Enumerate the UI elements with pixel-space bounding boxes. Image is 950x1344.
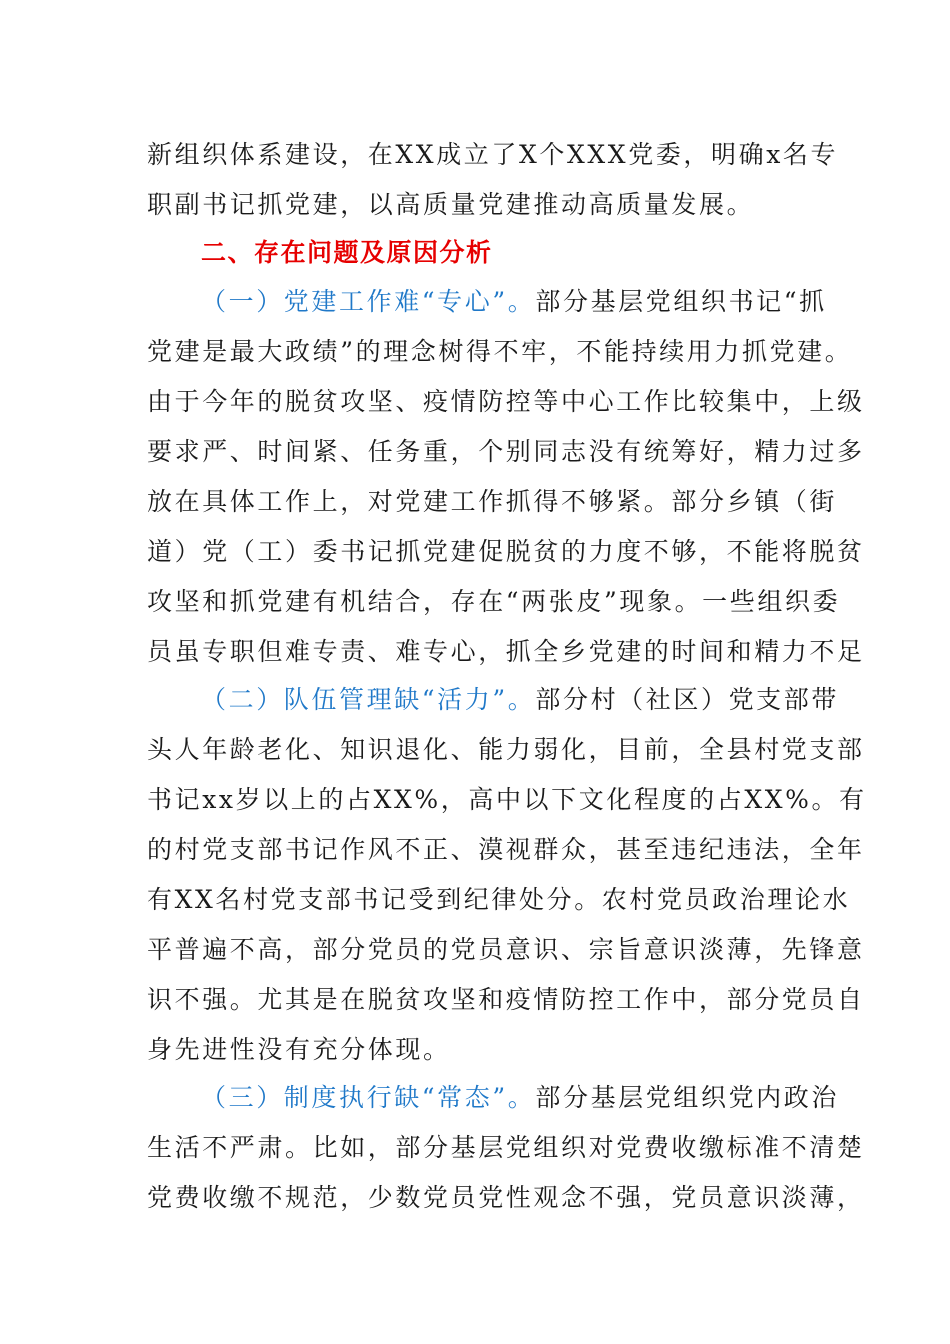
subsection-3-paragraph: [147, 1073, 865, 1223]
text-line: 新组织体系建设，在XX成立了X个XXX党委，明确x名专: [147, 140, 839, 169]
subsection-1-paragraph: [147, 277, 865, 677]
paragraph-first-line: [147, 1073, 839, 1123]
text-line: 书记xx岁以上的占XX%，高中以下文化程度的占XX%。有: [147, 785, 867, 814]
text-line: 要求严、时间紧、任务重，个别同志没有统筹好，精力过多: [147, 437, 865, 466]
text-line: 的村党支部书记作风不正、漠视群众，甚至违纪违法，全年: [147, 835, 865, 864]
text-line: 放在具体工作上，对党建工作抓得不够紧。部分乡镇（街: [147, 487, 838, 516]
paragraph-first-line: [147, 675, 839, 725]
subsection-2-lead: 部分村（社区）党支部带: [535, 685, 839, 714]
text-line: 生活不严肃。比如，部分基层党组织对党费收缴标准不清楚: [147, 1133, 865, 1162]
text-line: 员虽专职但难专责、难专心，抓全乡党建的时间和精力不足: [147, 637, 865, 666]
section-heading: 二、存在问题及原因分析: [201, 238, 493, 267]
subsection-2-title: （二）队伍管理缺“活力”。: [201, 685, 536, 714]
subsection-1-title: （一）党建工作难“专心”。: [201, 287, 536, 316]
subsection-3-title: （三）制度执行缺“常态”。: [201, 1083, 536, 1112]
subsection-1-lead: 部分基层党组织书记“抓: [535, 287, 827, 316]
subsection-2-paragraph: [147, 675, 867, 1075]
text-line: 道）党（工）委书记抓党建促脱贫的力度不够，不能将脱贫: [147, 537, 865, 566]
text-line: 有XX名村党支部书记受到纪律处分。农村党员政治理论水: [147, 885, 851, 914]
text-line: 身先进性没有充分体现。: [147, 1035, 451, 1064]
text-line: 党建是最大政绩”的理念树得不牢，不能持续用力抓党建。: [147, 337, 853, 366]
text-line: 平普遍不高，部分党员的党员意识、宗旨意识淡薄，先锋意: [147, 935, 865, 964]
section-heading-block: [147, 228, 807, 278]
text-line: 由于今年的脱贫攻坚、疫情防控等中心工作比较集中，上级: [147, 387, 865, 416]
subsection-3-lead: 部分基层党组织党内政治: [535, 1083, 839, 1112]
text-line: 党费收缴不规范，少数党员党性观念不强，党员意识淡薄，: [147, 1183, 865, 1212]
text-line: 识不强。尤其是在脱贫攻坚和疫情防控工作中，部分党员自: [147, 985, 865, 1014]
paragraph-first-line: [147, 277, 827, 327]
text-line: 头人年龄老化、知识退化、能力弱化，目前，全县村党支部: [147, 735, 865, 764]
intro-paragraph: [147, 130, 839, 230]
text-line: 职副书记抓党建，以高质量党建推动高质量发展。: [147, 190, 755, 219]
text-line: 攻坚和抓党建有机结合，存在“两张皮”现象。一些组织委: [147, 587, 841, 616]
